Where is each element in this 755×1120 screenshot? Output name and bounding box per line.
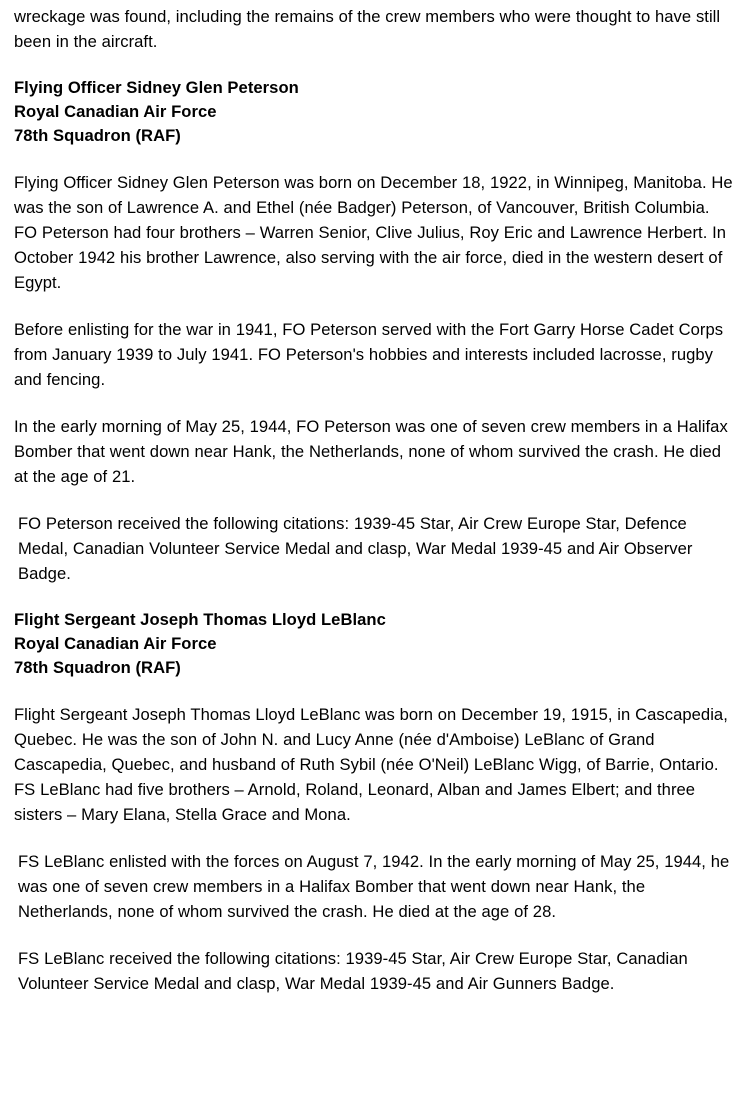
peterson-heading-line-1: Flying Officer Sidney Glen Peterson xyxy=(14,78,299,97)
leblanc-heading-line-1: Flight Sergeant Joseph Thomas Lloyd LeBlanc xyxy=(14,610,386,629)
peterson-heading xyxy=(14,76,737,148)
peterson-heading-line-3: 78th Squadron (RAF) xyxy=(14,126,181,145)
peterson-enlistment-paragraph: Before enlisting for the war in 1941, FO Peterson served with the Fort Garry Horse Cadet Corps from January 1939 to July 1941. FO Peterson's hobbies and interests included lacrosse, rugby and fencing. xyxy=(14,320,724,389)
peterson-birth-family-paragraph: Flying Officer Sidney Glen Peterson was born on December 18, 1922, in Winnipeg, Manitoba. He was the son of Lawrence A. and Ethel (née Badger) Peterson, of Vancouver, British Columbia. FO Peterson had four brothers – Warren Senior, Clive Julius, Roy Eric and Lawrence Herbert. In October 1942 his brother Lawrence, also serving with the air force, died in the western desert of Egypt. xyxy=(14,173,733,292)
leblanc-heading xyxy=(14,608,737,680)
leblanc-heading-line-3: 78th Squadron (RAF) xyxy=(14,658,181,677)
leblanc-citations-paragraph: FS LeBlanc received the following citations: 1939-45 Star, Air Crew Europe Star, Canadian Volunteer Service Medal and clasp, War Medal 1939-45 and Air Gunners Badge. xyxy=(18,949,688,993)
intro-paragraph: wreckage was found, including the remains of the crew members who were thought to have still been in the aircraft. xyxy=(14,7,721,51)
leblanc-enlistment-crash-paragraph: FS LeBlanc enlisted with the forces on August 7, 1942. In the early morning of May 25, 1944, he was one of seven crew members in a Halifax Bomber that went down near Hank, the Netherlands, none of whom survived the crash. He died at the age of 28. xyxy=(18,852,730,921)
peterson-heading-line-2: Royal Canadian Air Force xyxy=(14,102,217,121)
peterson-citations-paragraph: FO Peterson received the following citations: 1939-45 Star, Air Crew Europe Star, Defence Medal, Canadian Volunteer Service Medal and clasp, War Medal 1939-45 and Air Observer Badge. xyxy=(18,514,693,583)
leblanc-birth-family-paragraph: Flight Sergeant Joseph Thomas Lloyd LeBlanc was born on December 19, 1915, in Cascapedia, Quebec. He was the son of John N. and Lucy Anne (née d'Amboise) LeBlanc of Grand Cascapedia, Quebec, and husband of Ruth Sybil (née O'Neil) LeBlanc Wigg, of Barrie, Ontario. FS LeBlanc had five brothers – Arnold, Roland, Leonard, Alban and James Elbert; and three sisters – Mary Elana, Stella Grace and Mona. xyxy=(14,705,728,824)
leblanc-heading-line-2: Royal Canadian Air Force xyxy=(14,634,217,653)
peterson-crash-paragraph: In the early morning of May 25, 1944, FO Peterson was one of seven crew members in a Halifax Bomber that went down near Hank, the Netherlands, none of whom survived the crash. He died at the age of 21. xyxy=(14,417,728,486)
